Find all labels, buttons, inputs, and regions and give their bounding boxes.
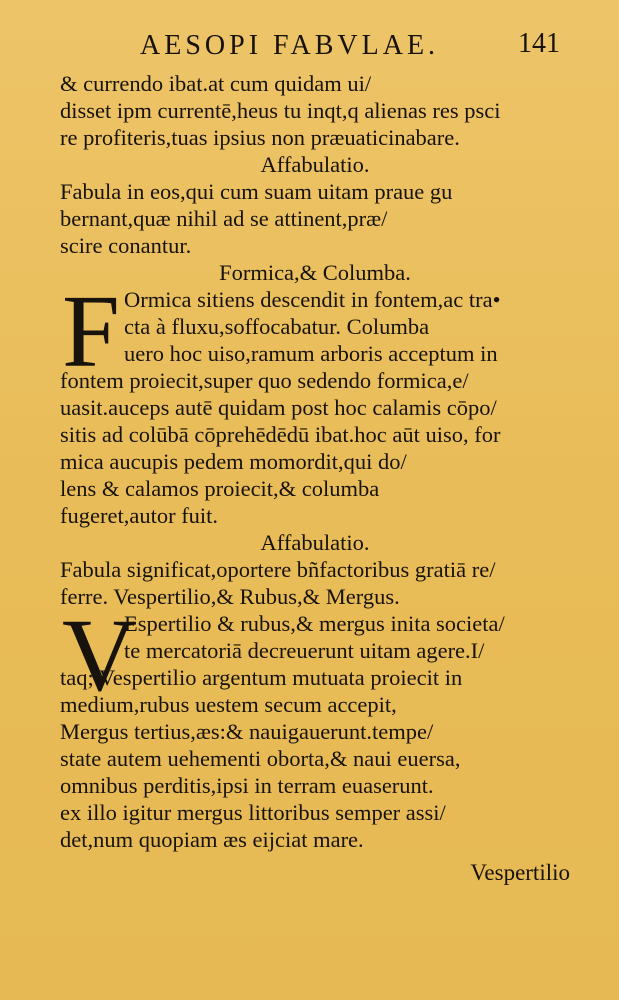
text-line: fontem proiecit,super quo sedendo formica,e/ bbox=[60, 368, 469, 393]
page-header bbox=[60, 30, 560, 70]
catchword-row bbox=[60, 853, 570, 887]
text-line: Ormica sitiens descendit in fontem,ac tra• bbox=[124, 287, 501, 312]
text-line: fugeret,autor fuit. bbox=[60, 503, 219, 528]
text-line: Fabula significat,oportere bñfactoribus gratiā re/ bbox=[60, 557, 496, 582]
affabulatio-heading: Affabulatio. bbox=[260, 530, 370, 555]
text-line: bernant,quæ nihil ad se attinent,præ/ bbox=[60, 206, 388, 231]
text-line: re profiteris,tuas ipsius non præuaticinabare. bbox=[60, 125, 460, 150]
text-line: omnibus perditis,ipsi in terram euaserunt. bbox=[60, 773, 434, 798]
text-line: det,num quopiam æs eijciat mare. bbox=[60, 827, 364, 852]
text-line: mica aucupis pedem momordit,qui do/ bbox=[60, 449, 407, 474]
running-title: AESOPI FABVLAE. bbox=[140, 30, 440, 61]
text-line: Fabula in eos,qui cum suam uitam praue gu bbox=[60, 179, 453, 204]
text-line: medium,rubus uestem secum accepit, bbox=[60, 692, 397, 717]
text-line: scire conantur. bbox=[60, 233, 192, 258]
text-line: uasit.auceps autē quidam post hoc calamis cōpo/ bbox=[60, 395, 497, 420]
text-line: sitis ad colūbā cōprehēdēdū ibat.hoc aūt uiso, for bbox=[60, 422, 501, 447]
text-line: Mergus tertius,æs:& nauigauerunt.tempe/ bbox=[60, 719, 434, 744]
affabulatio-heading: Affabulatio. bbox=[260, 152, 370, 177]
catchword: Vespertilio bbox=[470, 860, 570, 885]
text-line: Espertilio & rubus,& mergus inita societa/ bbox=[124, 611, 505, 636]
text-body bbox=[60, 70, 570, 887]
text-line: uero hoc uiso,ramum arboris acceptum in bbox=[124, 341, 498, 366]
text-line: taq; Vespertilio argentum mutuata proiecit in bbox=[60, 665, 463, 690]
text-line: te mercatoriā decreuerunt uitam agere.I/ bbox=[124, 638, 485, 663]
drop-cap-initial: V bbox=[62, 598, 138, 713]
text-line: ex illo igitur mergus littoribus semper assi/ bbox=[60, 800, 446, 825]
text-line: cta à fluxu,soffocabatur. Columba bbox=[124, 314, 430, 339]
fable-title: Formica,& Columba. bbox=[219, 260, 411, 285]
text-line: lens & calamos proiecit,& columba bbox=[60, 476, 380, 501]
text-line: disset ipm currentē,heus tu inqt,q alienas res psci bbox=[60, 98, 501, 123]
text-line: state autem uehementi oborta,& naui euersa, bbox=[60, 746, 461, 771]
text-line: ferre. Vespertilio,& Rubus,& Mergus. bbox=[60, 584, 400, 609]
text-line: & currendo ibat.at cum quidam ui/ bbox=[60, 71, 372, 96]
page-number: 141 bbox=[518, 28, 560, 59]
drop-cap-initial: F bbox=[62, 274, 120, 389]
